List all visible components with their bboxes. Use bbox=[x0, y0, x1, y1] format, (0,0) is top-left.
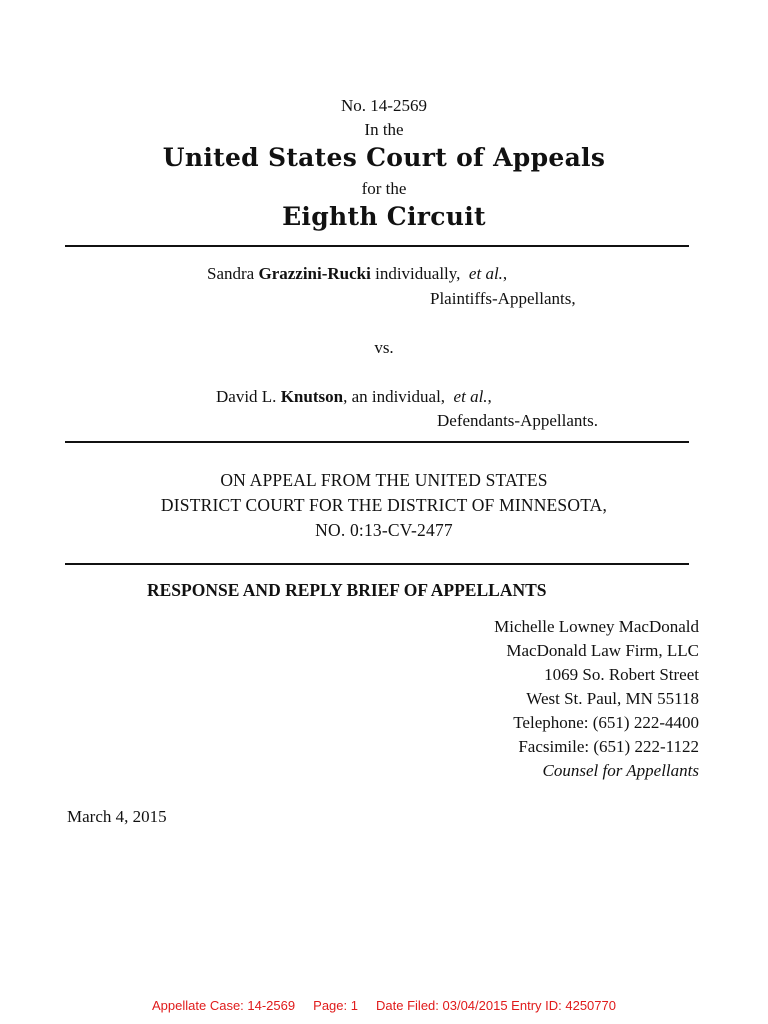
in-the-text: In the bbox=[364, 120, 404, 139]
counsel-firm: MacDonald Law Firm, LLC bbox=[506, 641, 699, 660]
counsel-street: 1069 So. Robert Street bbox=[544, 665, 699, 684]
counsel-fax: Facsimile: (651) 222-1122 bbox=[518, 737, 699, 756]
appeal-line-3: NO. 0:13-CV-2477 bbox=[315, 520, 453, 540]
defendant-line bbox=[216, 387, 492, 407]
defendant-suffix: , an individual, bbox=[343, 387, 446, 406]
filing-date: March 4, 2015 bbox=[67, 807, 167, 826]
counsel-city: West St. Paul, MN 55118 bbox=[526, 689, 699, 708]
plaintiff-role: Plaintiffs-Appellants, bbox=[430, 289, 576, 308]
divider-1 bbox=[65, 245, 689, 247]
plaintiff-first-name: Sandra bbox=[207, 264, 255, 283]
defendant-comma: , bbox=[487, 387, 492, 406]
plaintiff-suffix: individually, bbox=[375, 264, 461, 283]
brief-title: RESPONSE AND REPLY BRIEF OF APPELLANTS bbox=[147, 580, 547, 600]
plaintiff-etal: et al. bbox=[468, 264, 503, 283]
filing-stamp-footer: Appellate Case: 14-2569 Page: 1 Date Filed: 03/04/2015 Entry ID: 4250770 bbox=[152, 998, 616, 1013]
counsel-role: Counsel for Appellants bbox=[542, 761, 699, 780]
defendant-role: Defendants-Appellants. bbox=[437, 411, 598, 430]
counsel-phone: Telephone: (651) 222-4400 bbox=[513, 713, 699, 732]
plaintiff-line bbox=[207, 264, 507, 284]
defendant-first-name: David L. bbox=[216, 387, 277, 406]
circuit-name: Eighth Circuit bbox=[282, 202, 486, 231]
appeal-line-1: ON APPEAL FROM THE UNITED STATES bbox=[220, 470, 548, 490]
divider-2 bbox=[65, 441, 689, 443]
plaintiff-last-name: Grazzini-Rucki bbox=[258, 264, 371, 283]
versus: vs. bbox=[374, 338, 394, 357]
divider-3 bbox=[65, 563, 689, 565]
for-the-text: for the bbox=[361, 179, 407, 198]
counsel-name: Michelle Lowney MacDonald bbox=[494, 617, 699, 636]
case-number: No. 14-2569 bbox=[341, 96, 427, 115]
court-name: United States Court of Appeals bbox=[162, 143, 606, 172]
appeal-line-2: DISTRICT COURT FOR THE DISTRICT OF MINNESOTA, bbox=[160, 495, 608, 515]
plaintiff-comma: , bbox=[502, 264, 508, 283]
defendant-last-name: Knutson bbox=[280, 387, 344, 406]
defendant-etal: et al. bbox=[453, 387, 488, 406]
